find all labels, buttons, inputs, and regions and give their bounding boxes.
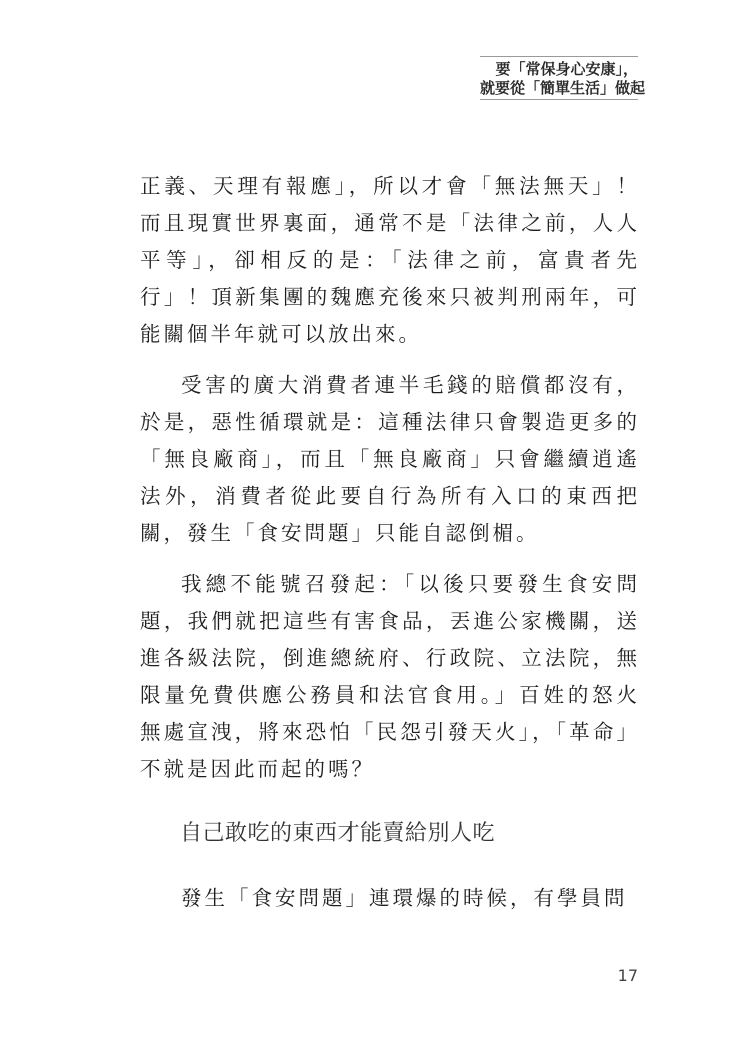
header-rule-top [480, 56, 638, 57]
page-number: 17 [617, 966, 638, 985]
header-rule-bottom [480, 99, 638, 100]
body-text [140, 168, 640, 931]
running-head-line-2: 就要從「簡單生活」做起 [480, 79, 646, 97]
paragraph-2: 受害的廣大消費者連半毛錢的賠償都沒有，於是，惡性循環就是：這種法律只會製造更多的「無良廠商」，而且「無良廠商」只會繼續逍遙法外，消費者從此要自行為所有入口的東西把關，發生「食安問題」只能自認倒楣。 [140, 373, 640, 545]
paragraph-1: 正義、天理有報應」，所以才會「無法無天」！而且現實世界裏面，通常不是「法律之前，人人平等」，卻相反的是：「法律之前，富貴者先行」！頂新集團的魏應充後來只被判刑兩年，可能關個半年就可以放出來。 [140, 174, 640, 346]
paragraph-4: 發生「食安問題」連環爆的時候，有學員問 [181, 886, 628, 910]
paragraph-3: 我總不能號召發起：「以後只要發生食安問題，我們就把這些有害食品，丟進公家機關，送進各級法院，倒進總統府、行政院、立法院，無限量免費供應公務員和法官食用。」百姓的怒火無處宣洩，將來恐怕「民怨引發天火」，「革命」不就是因此而起的嗎？ [140, 572, 640, 781]
section-subheading: 自己敢吃的東西才能賣給別人吃 [180, 821, 496, 846]
running-head-line-1: 要「常保身心安康」， [495, 60, 638, 78]
running-head [480, 60, 646, 98]
